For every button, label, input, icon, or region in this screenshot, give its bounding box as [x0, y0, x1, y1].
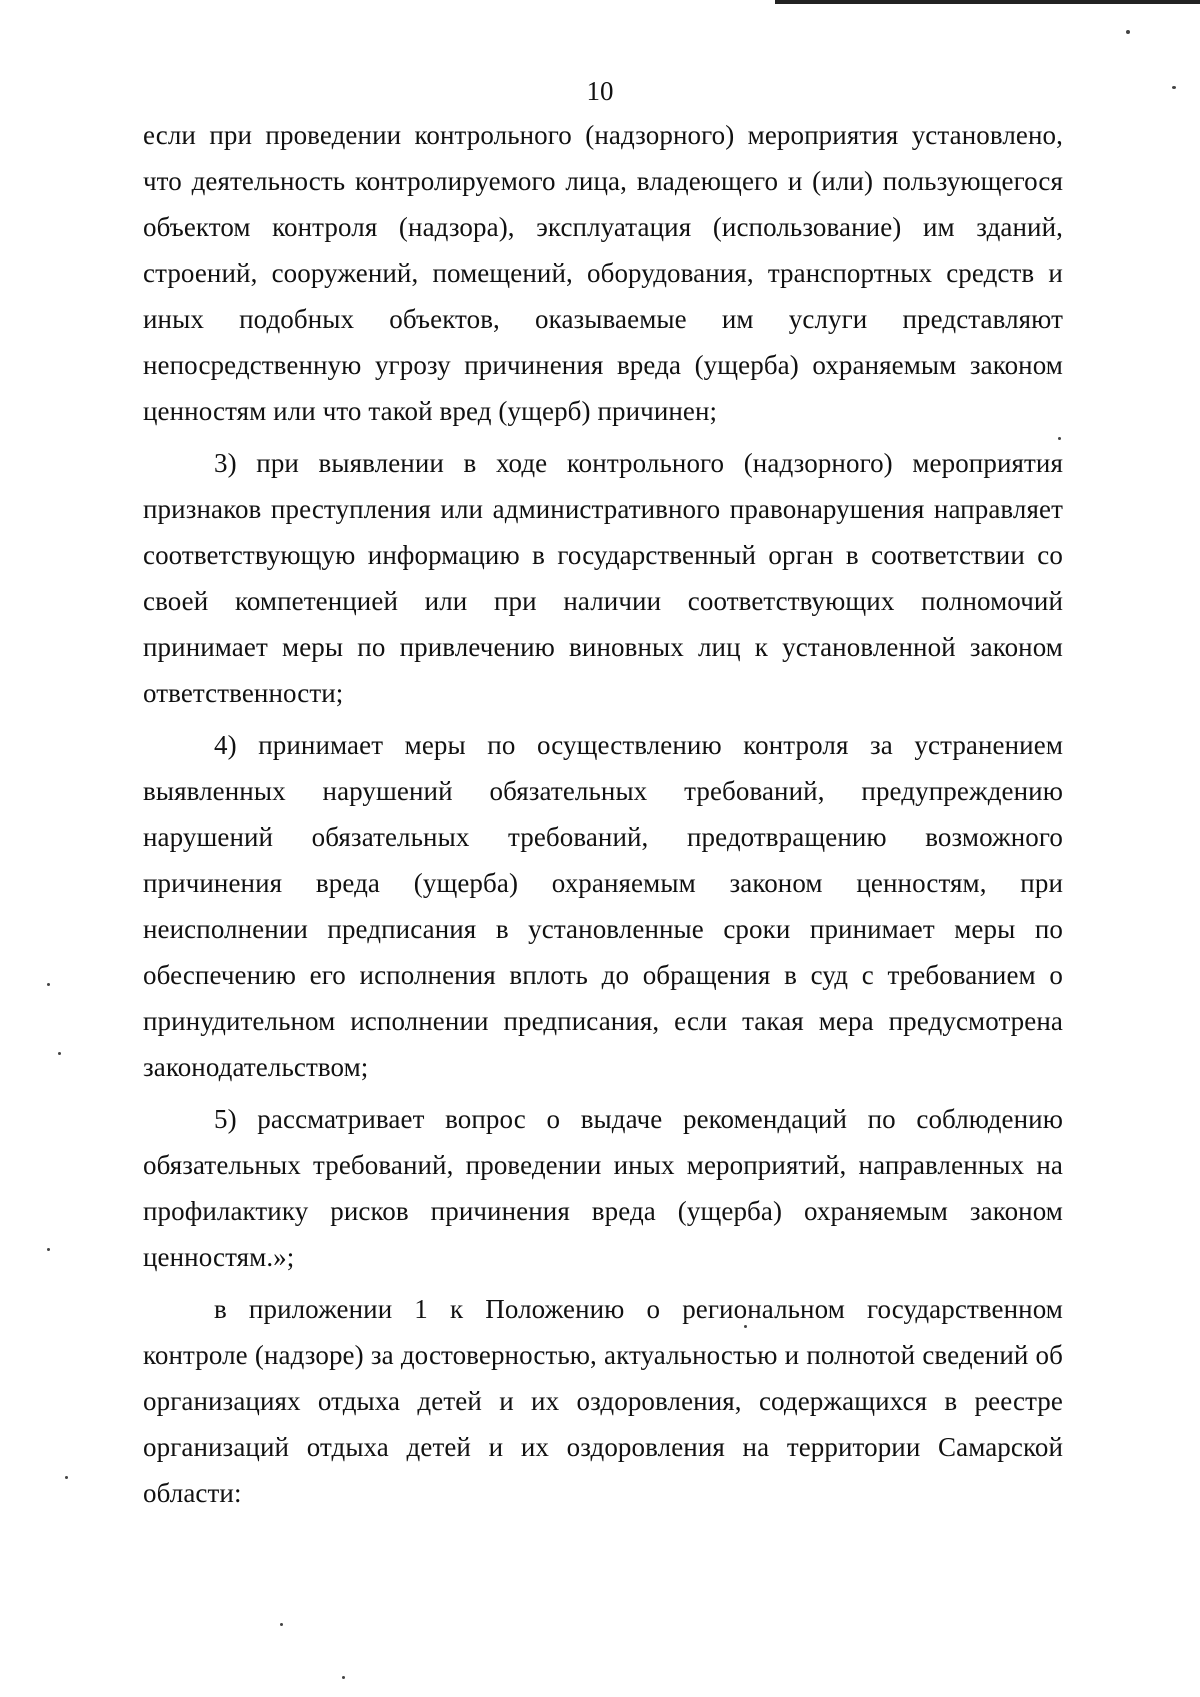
paragraph-item-4: 4) принимает меры по осуществлению контроля за устранением выявленных нарушений обязательных требований, предупреждению нарушений обязательных требований, предотвращению возможного причинения вреда (ущерба) охраняемым законом ценностям, при неисполнении предписания в установленные сроки принимает меры по обеспечению его исполнения вплоть до обращения в суд с требованием о принудительном исполнении предписания, если такая мера предусмотрена законодательством;	[143, 730, 1063, 1082]
page-number: 10	[586, 76, 614, 106]
scan-speck	[65, 1476, 68, 1479]
scan-speck	[47, 1248, 50, 1251]
paragraph-appendix-1: в приложении 1 к Положению о региональном государственном контроле (надзоре) за достоверностью, актуальностью и полнотой сведений об организациях отдыха детей и их оздоровления, содержащихся в реестре организаций отдыха детей и их оздоровления на территории Самарской области:	[143, 1294, 1063, 1508]
scan-edge-line	[775, 0, 1200, 4]
paragraph-item-3: 3) при выявлении в ходе контрольного (надзорного) мероприятия признаков преступления или административного правонарушения направляет соответствующую информацию в государственный орган в соответствии со своей компетенцией или при наличии соответствующих полномочий принимает меры по привлечению виновных лиц к установленной законом ответственности;	[143, 448, 1063, 708]
paragraph-continuation: если при проведении контрольного (надзорного) мероприятия установлено, что деятельность контролируемого лица, владеющего и (или) пользующегося объектом контроля (надзора), эксплуатация (использование) им зданий, строений, сооружений, помещений, оборудования, транспортных средств и иных подобных объектов, оказываемые им услуги представляют непосредственную угрозу причинения вреда (ущерба) охраняемым законом ценностям или что такой вред (ущерб) причинен;	[143, 120, 1063, 426]
scan-speck	[342, 1676, 345, 1679]
document-body	[143, 112, 1063, 1516]
scan-speck	[280, 1623, 283, 1626]
paragraph-item-5: 5) рассматривает вопрос о выдаче рекомендаций по соблюдению обязательных требований, проведении иных мероприятий, направленных на профилактику рисков причинения вреда (ущерба) охраняемым законом ценностям.»;	[143, 1104, 1063, 1272]
scan-speck	[47, 983, 50, 986]
scan-speck	[58, 1052, 61, 1055]
scan-speck	[1126, 30, 1130, 34]
